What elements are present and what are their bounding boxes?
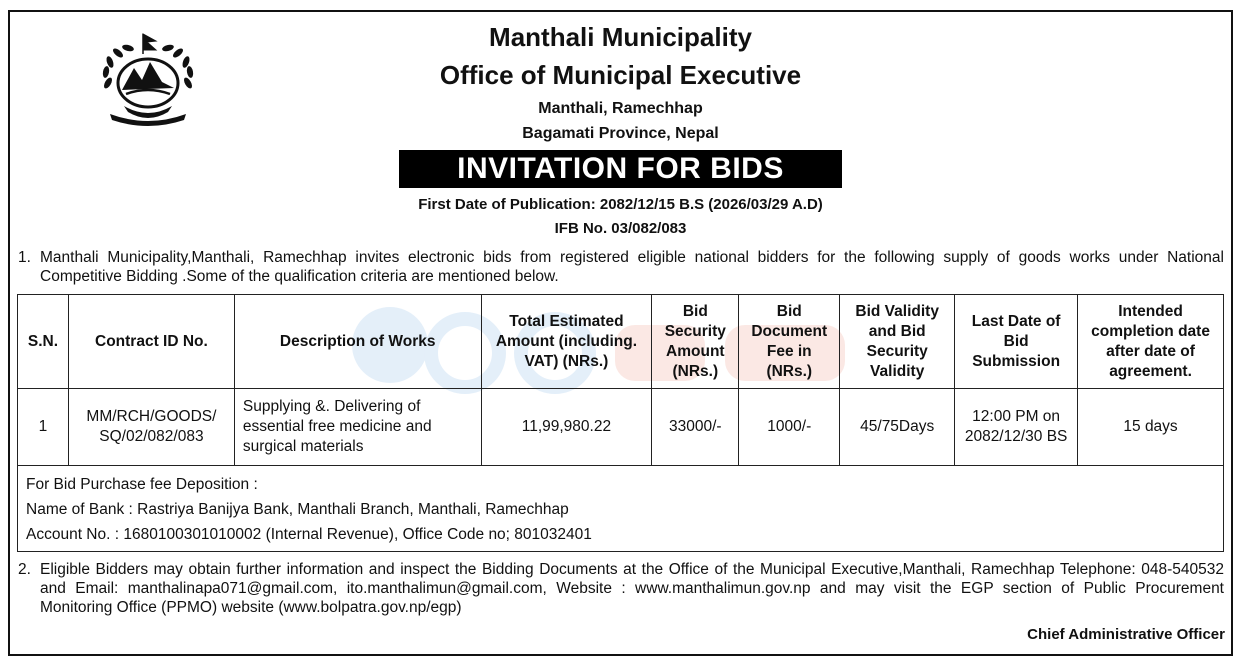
header-doc-fee: Bid Document Fee in (NRs.): [739, 295, 840, 389]
fee-info-row: [18, 466, 1224, 552]
cell-doc-fee: 1000/-: [739, 389, 840, 466]
header-security: Bid Security Amount (NRs.): [652, 295, 739, 389]
paragraph-number: 2.: [18, 561, 31, 578]
cell-last-date: 12:00 PM on 2082/12/30 BS: [955, 389, 1078, 466]
header-completion: Intended completion date after date of agreement.: [1078, 295, 1224, 389]
cell-description: Supplying &. Delivering of essential free medicine and surgical materials: [234, 389, 481, 466]
cell-amount: 11,99,980.22: [481, 389, 652, 466]
cell-validity: 45/75Days: [840, 389, 955, 466]
cell-contract-id: MM/RCH/GOODS/ SQ/02/082/083: [68, 389, 234, 466]
publication-date: First Date of Publication: 2082/12/15 B.S (2026/03/29 A.D): [418, 196, 823, 213]
bank-name: Name of Bank : Rastriya Banijya Bank, Manthali Branch, Manthali, Ramechhap: [26, 501, 569, 518]
office-province: Bagamati Province, Nepal: [522, 125, 719, 142]
cell-completion: 15 days: [1078, 389, 1224, 466]
table-header-row: [18, 295, 1224, 389]
office-location: Manthali, Ramechhap: [538, 100, 703, 117]
fee-info-cell: [18, 466, 1224, 552]
notice-banner: INVITATION FOR BIDS: [399, 150, 842, 188]
paragraph-1: [18, 248, 1224, 286]
municipality-name: Manthali Municipality: [489, 22, 752, 52]
header-validity: Bid Validity and Bid Security Validity: [840, 295, 955, 389]
bids-table: [17, 294, 1224, 552]
paragraph-text: Manthali Municipality,Manthali, Ramechhap invites electronic bids from registered eligible national bidders for the following supply of goods works under National Competitive Bidding .Some of the qualification criteria are mentioned below.: [40, 249, 1224, 285]
header-last-date: Last Date of Bid Submission: [955, 295, 1078, 389]
office-name: Office of Municipal Executive: [439, 60, 802, 90]
paragraph-number: 1.: [18, 249, 31, 266]
ifb-number: IFB No. 03/082/083: [554, 220, 687, 237]
paragraph-2: [18, 560, 1224, 617]
cell-security: 33000/-: [652, 389, 739, 466]
account-number: Account No. : 1680100301010002 (Internal Revenue), Office Code no; 801032401: [26, 526, 592, 543]
header-sn: S.N.: [18, 295, 69, 389]
header-contract-id: Contract ID No.: [68, 295, 234, 389]
fee-info-title: For Bid Purchase fee Deposition :: [26, 476, 258, 493]
header-description: Description of Works: [234, 295, 481, 389]
signature-title: Chief Administrative Officer: [1027, 626, 1225, 643]
cell-sn: 1: [18, 389, 69, 466]
table-row: [18, 389, 1224, 466]
header-amount: Total Estimated Amount (including. VAT) (NRs.): [481, 295, 652, 389]
paragraph-text: Eligible Bidders may obtain further information and inspect the Bidding Documents at the Office of the Municipal Executive,Manthali, Ramechhap Telephone: 048-540532 and Email: manthalinapa071@gmail.com, ito.manthalimun@gmail.com, Website : www.manthalimun.gov.np and may visit the EGP section of Public Procurement Monitoring Office (PPMO) website (www.bolpatra.gov.np/egp): [40, 561, 1224, 616]
